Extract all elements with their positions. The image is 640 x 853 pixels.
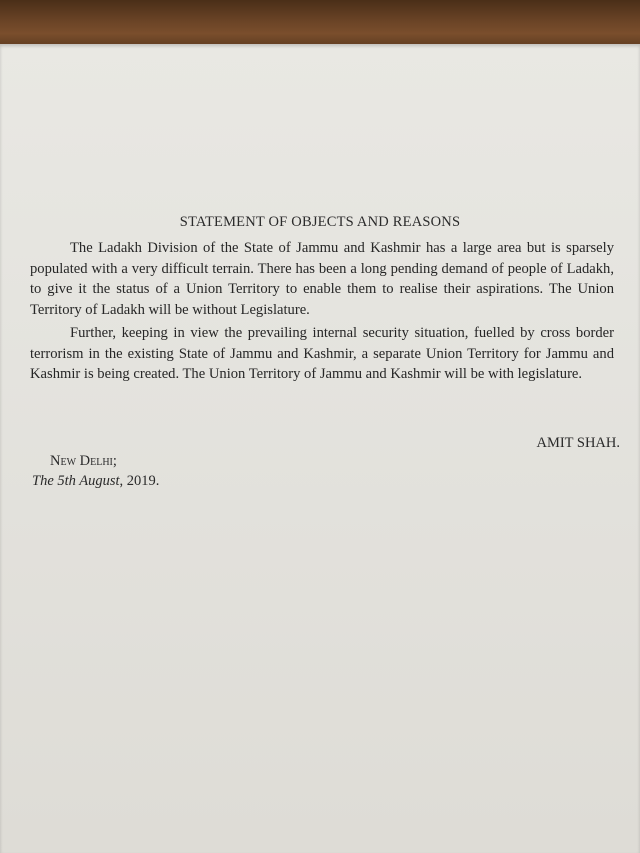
document-title: STATEMENT OF OBJECTS AND REASONS [179,214,461,230]
paragraph-2: Further, keeping in view the prevailing internal security situation, fuelled by cross border terrorism in the existing State of Jammu and Kashmir, a separate Union Territory for Jammu and Kashmir is being created. The Union Territory of Jammu and Kashmir will be with legislature. [30,325,614,382]
desk-surface [0,0,640,48]
paragraph-1: The Ladakh Division of the State of Jammu and Kashmir has a large area but is sparsely populated with a very difficult terrain. There has been a long pending demand of people of Ladakh, to give it the status of a Union Territory to enable them to realise their aspirations. The Union Territory of Ladakh will be without Legislature. [30,240,614,318]
place-of-signing: New Delhi; [50,453,117,469]
signatory-name: AMIT SHAH. [536,435,620,451]
date-day-month: The 5th August [32,473,120,489]
date-of-signing [32,473,159,490]
date-year: , 2019. [119,473,160,489]
